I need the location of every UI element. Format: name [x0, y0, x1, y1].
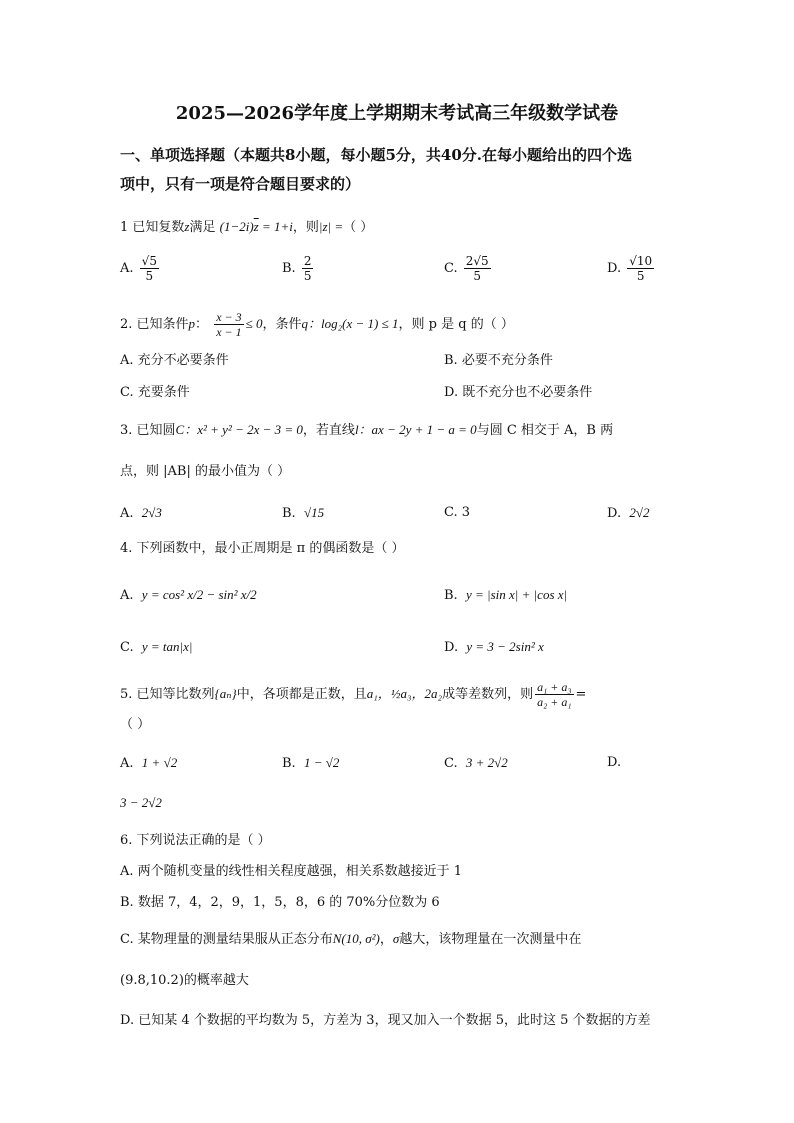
- q1-zbar: $\overline{z}$: [253, 219, 259, 234]
- q5-ratio-den: a₂ + a₁: [537, 695, 572, 709]
- question-6-stem: 6. 下列说法正确的是（ ）: [120, 833, 271, 848]
- q5-b-value: 1 − √2: [303, 755, 340, 770]
- q1-tail: ，则: [292, 220, 319, 235]
- q4-c-label: C.: [120, 640, 134, 655]
- q4-option-d: [444, 638, 544, 657]
- q4-d-value: y = 3 − 2sin² x: [466, 639, 544, 654]
- q3-line: l：ax − 2y + 1 − a = 0: [354, 422, 477, 437]
- q2-prefix: 2. 已知条件: [120, 317, 189, 332]
- q3-a-value: 2√3: [141, 505, 162, 520]
- q2-option-c: C. 充要条件: [120, 385, 190, 400]
- q5-c-value: 3 + 2√2: [465, 755, 508, 770]
- q3-d-label: D.: [607, 506, 622, 521]
- section-heading-line2: 项中，只有一项是符合题目要求的）: [120, 175, 361, 193]
- section-heading-line1: 一、单项选择题（本题共8小题，每小题5分，共40分.在每小题给出的四个选: [120, 146, 632, 164]
- q5-ratio-num: a₁ + a₃: [537, 680, 572, 694]
- q5-two-a2: 2a₂: [424, 686, 443, 701]
- question-3-line1: [120, 421, 613, 440]
- q2-p: p: [188, 316, 196, 331]
- question-4-stem: 4. 下列函数中，最小正周期是 π 的偶函数是（ ）: [120, 541, 405, 556]
- q3-b-label: B.: [282, 506, 296, 521]
- q4-option-b: [444, 586, 567, 605]
- question-5-stem: [120, 680, 586, 709]
- q3-option-d: [607, 504, 650, 523]
- q3-line1-c: 与圆 C 相交于 A，B 两: [476, 423, 614, 438]
- q1-a-den: 5: [145, 269, 154, 283]
- q1-c-label: C.: [444, 261, 458, 276]
- q3-circle: C：x² + y² − 2x − 3 = 0: [175, 422, 303, 437]
- q6-c-c: 越大，该物理量在一次测量中在: [399, 932, 582, 947]
- q4-c-value: y = tan|x|: [141, 639, 193, 654]
- q6-c-b: ，: [379, 932, 393, 947]
- q1-mid: 满足: [189, 220, 216, 235]
- q1-eq-rhs: = 1+i: [258, 219, 293, 234]
- q1-b-den: 5: [303, 269, 312, 283]
- q6-option-c-line2: (9.8,10.2)的概率越大: [120, 973, 249, 988]
- q6-c-sigma: σ: [392, 931, 400, 946]
- q5-stem-a: 5. 已知等比数列: [120, 687, 215, 702]
- q6-option-b: B. 数据 7，4，2，9，1，5，8，6 的 70%分位数为 6: [120, 895, 440, 910]
- q4-a-value: y = cos² x/2 − sin² x/2: [141, 587, 257, 602]
- q5-half-a3: ½a₃，: [390, 686, 425, 701]
- q1-paren: （ ）: [343, 220, 374, 235]
- q2-option-d: D. 既不充分也不必要条件: [444, 385, 593, 400]
- q1-prefix: 1 已知复数: [120, 220, 185, 235]
- q4-option-a: [120, 586, 257, 605]
- q3-b-value: √15: [303, 505, 325, 520]
- q3-line1-a: 3. 已知圆: [120, 423, 176, 438]
- question-1-stem: [120, 218, 373, 237]
- q2-tail: ，则 p 是 q 的（ ）: [398, 317, 514, 332]
- q5-option-a: [120, 754, 177, 773]
- q5-stem-b: 中，各项都是正数，且: [236, 687, 367, 702]
- q3-a-label: A.: [120, 506, 134, 521]
- q2-q: q: [301, 316, 309, 331]
- q5-a1: a₁，: [366, 686, 391, 701]
- q5-seq: {aₙ}: [214, 686, 237, 701]
- q1-a-num: √5: [141, 254, 157, 268]
- q2-option-b: B. 必要不充分条件: [444, 353, 553, 368]
- q6-c-a: C. 某物理量的测量结果服从正态分布: [120, 932, 333, 947]
- q6-option-d: D. 已知某 4 个数据的平均数为 5，方差为 3，现又加入一个数据 5，此时这 5 个数据的方差: [120, 1013, 651, 1028]
- q4-b-value: y = |sin x| + |cos x|: [465, 587, 568, 602]
- page-title: 2025—2026学年度上学期期末考试高三年级数学试卷: [175, 103, 619, 124]
- q1-eq: (1−2i): [219, 219, 254, 234]
- q1-b-num: 2: [303, 254, 312, 268]
- q4-option-c: [120, 638, 192, 657]
- q1-d-num: √10: [629, 254, 653, 268]
- q1-absz: |z| =: [318, 219, 344, 234]
- q3-option-c: C. 3: [444, 505, 471, 520]
- q5-option-b: [282, 754, 339, 773]
- q1-var: z: [184, 219, 190, 234]
- q6-c-dist: N(10, σ²): [332, 931, 380, 946]
- q1-b-label: B.: [282, 261, 296, 276]
- q2-frac-den: x − 1: [216, 325, 242, 339]
- q3-d-value: 2√2: [629, 505, 650, 520]
- q5-a-value: 1 + √2: [141, 755, 178, 770]
- q1-c-den: 5: [473, 269, 482, 283]
- q2-mid: ，条件: [262, 317, 302, 332]
- q5-eq: =: [575, 687, 587, 702]
- q6-option-a: A. 两个随机变量的线性相关程度越强，相关系数越接近于 1: [120, 864, 463, 879]
- q6-option-c-line1: [120, 930, 581, 949]
- question-3-line2: 点，则 |AB| 的最小值为（ ）: [120, 464, 291, 479]
- question-2-stem: [120, 310, 514, 339]
- q1-d-den: 5: [636, 269, 645, 283]
- q5-option-d-label: D.: [607, 755, 622, 770]
- q3-option-a: [120, 504, 162, 523]
- q5-stem-c: 成等差数列，则: [442, 687, 534, 702]
- q1-option-b: [282, 254, 315, 283]
- q5-option-c: [444, 754, 508, 773]
- q1-c-num: 2√5: [465, 254, 489, 268]
- q4-d-label: D.: [444, 640, 459, 655]
- q1-a-label: A.: [120, 261, 134, 276]
- q2-colon: ：: [195, 317, 209, 332]
- q1-option-a: [120, 254, 161, 283]
- q3-line1-b: ，若直线: [302, 423, 355, 438]
- q4-b-label: B.: [444, 588, 458, 603]
- q1-option-d: [607, 254, 656, 283]
- q1-option-c: [444, 254, 493, 283]
- q5-option-d-value: 3 − 2√2: [120, 795, 162, 810]
- q2-option-a: A. 充分不必要条件: [120, 353, 229, 368]
- q5-c-label: C.: [444, 756, 458, 771]
- q4-a-label: A.: [120, 588, 134, 603]
- q3-option-b: [282, 504, 324, 523]
- q5-paren: （ ）: [120, 717, 151, 732]
- q2-cond-q: ：log₂(x − 1) ≤ 1: [308, 316, 399, 331]
- q5-b-label: B.: [282, 756, 296, 771]
- q2-ineq: ≤ 0: [245, 316, 263, 331]
- q5-a-label: A.: [120, 756, 134, 771]
- q1-d-label: D.: [607, 261, 622, 276]
- q2-frac-num: x − 3: [216, 310, 242, 324]
